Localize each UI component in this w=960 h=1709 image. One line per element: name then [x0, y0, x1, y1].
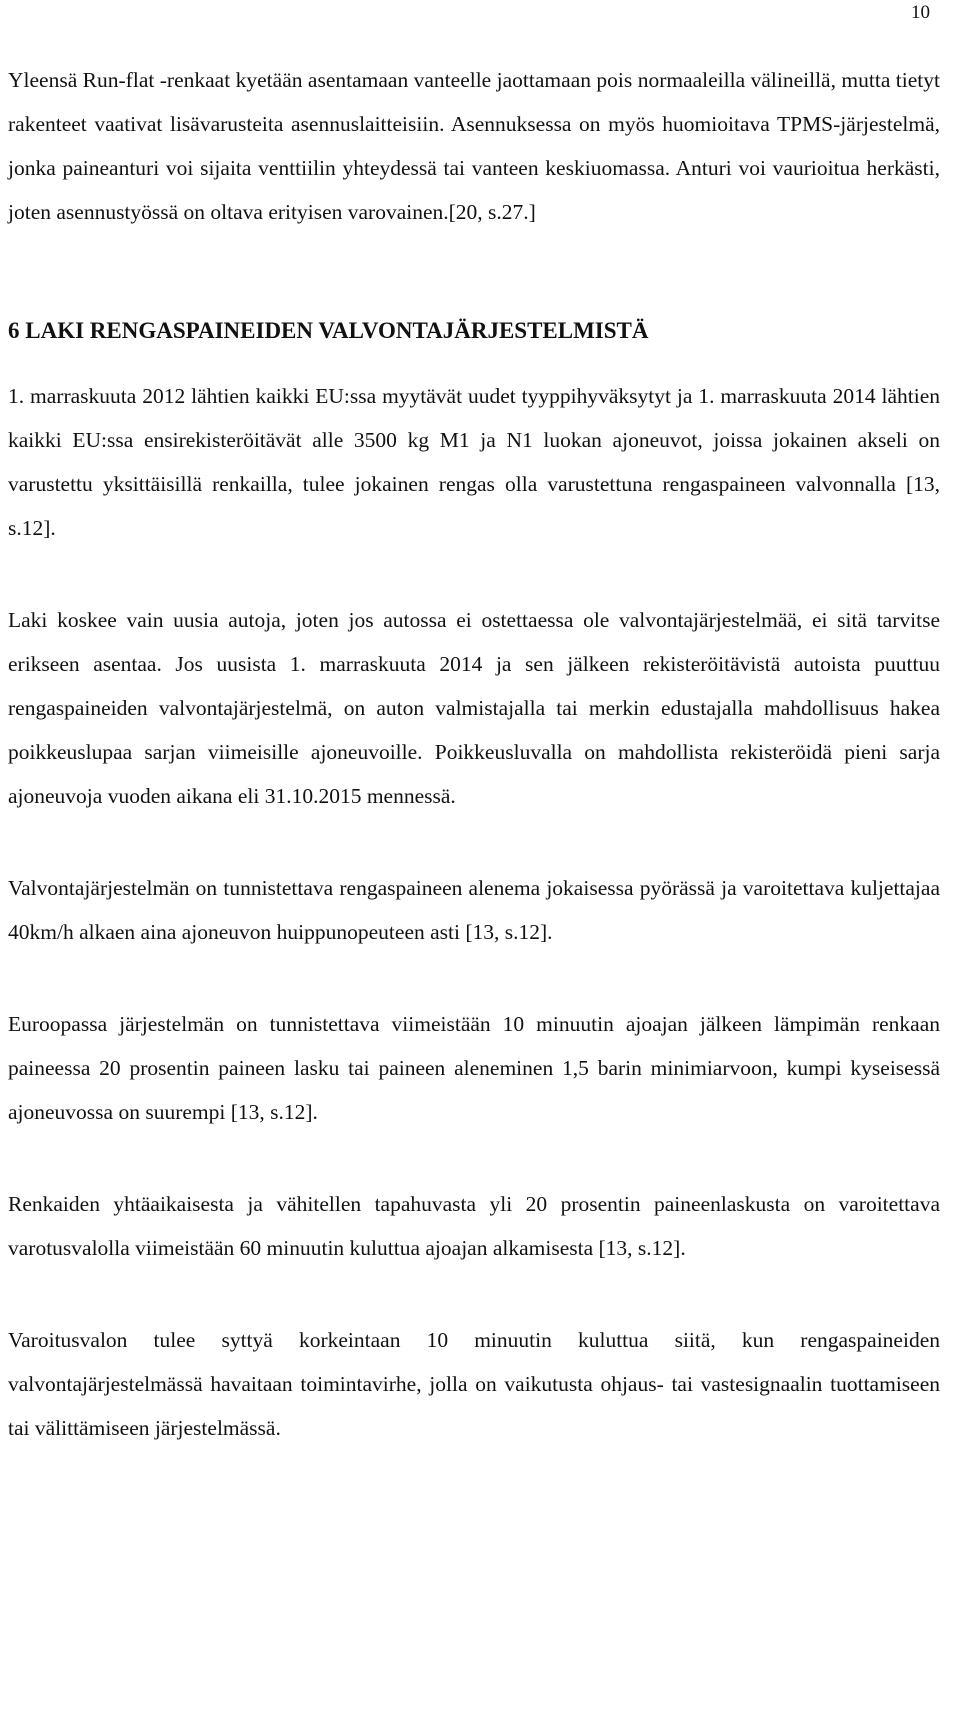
document-body [8, 58, 940, 1450]
paragraph-detection-speed: Valvontajärjestelmän on tunnistettava rengaspaineen alenema jokaisessa pyörässä ja varoitettava kuljettajaa 40km/h alkaen aina ajoneuvon huippunopeuteen asti [13, s.12]. [8, 876, 940, 944]
page-number: 10 [911, 2, 930, 23]
section-heading: 6 LAKI RENGASPAINEIDEN VALVONTAJÄRJESTELMISTÄ [8, 318, 649, 343]
paragraph-law-scope: Laki koskee vain uusia autoja, joten jos autossa ei ostettaessa ole valvontajärjestelmää, ei sitä tarvitse erikseen asentaa. Jos uusista 1. marraskuuta 2014 ja sen jälkeen rekisteröitävistä autoista puuttuu rengaspaineiden valvontajärjestelmä, on auton valmistajalla tai merkin edustajalla mahdollisuus hakea poikkeuslupaa sarjan viimeisille ajoneuvoille. Poikkeusluvalla on mahdollista rekisteröidä pieni sarja ajoneuvoja vuoden aikana eli 31.10.2015 mennessä. [8, 608, 940, 808]
paragraph-law-dates: 1. marraskuuta 2012 lähtien kaikki EU:ssa myytävät uudet tyyppihyväksytyt ja 1. marraskuuta 2014 lähtien kaikki EU:ssa ensirekisteröitävät alle 3500 kg M1 ja N1 luokan ajoneuvot, joissa jokainen akseli on varustettu yksittäisillä renkailla, tulee jokainen rengas olla varustettuna rengaspaineen valvonnalla [13, s.12]. [8, 384, 940, 540]
spacer [8, 1134, 940, 1182]
spacer [8, 1270, 940, 1318]
spacer [8, 346, 940, 374]
spacer [8, 954, 940, 1002]
spacer [8, 818, 940, 866]
paragraph-run-flat: Yleensä Run-flat -renkaat kyetään asentamaan vanteelle jaottamaan pois normaaleilla välineillä, mutta tietyt rakenteet vaativat lisävarusteita asennuslaitteisiin. Asennuksessa on myös huomioitava TPMS-järjestelmä, jonka paineanturi voi sijaita venttiilin yhteydessä tai vanteen keskiuomassa. Anturi voi vaurioitua herkästi, joten asennustyössä on oltava erityisen varovainen.[20, s.27.] [8, 68, 940, 224]
paragraph-warning-light: Varoitusvalon tulee syttyä korkeintaan 10 minuutin kuluttua siitä, kun rengaspaineiden valvontajärjestelmässä havaitaan toimintavirhe, jolla on vaikutusta ohjaus- tai vastesignaalin tuottamiseen tai välittämiseen järjestelmässä. [8, 1328, 940, 1440]
spacer [8, 234, 940, 316]
paragraph-gradual-loss: Renkaiden yhtäaikaisesta ja vähitellen tapahuvasta yli 20 prosentin paineenlaskusta on varoitettava varotusvalolla viimeistään 60 minuutin kuluttua ajoajan alkamisesta [13, s.12]. [8, 1192, 940, 1260]
paragraph-europe-threshold: Euroopassa järjestelmän on tunnistettava viimeistään 10 minuutin ajoajan jälkeen lämpimän renkaan paineessa 20 prosentin paineen lasku tai paineen aleneminen 1,5 barin minimiarvoon, kumpi kyseisessä ajoneuvossa on suurempi [13, s.12]. [8, 1012, 940, 1124]
spacer [8, 550, 940, 598]
